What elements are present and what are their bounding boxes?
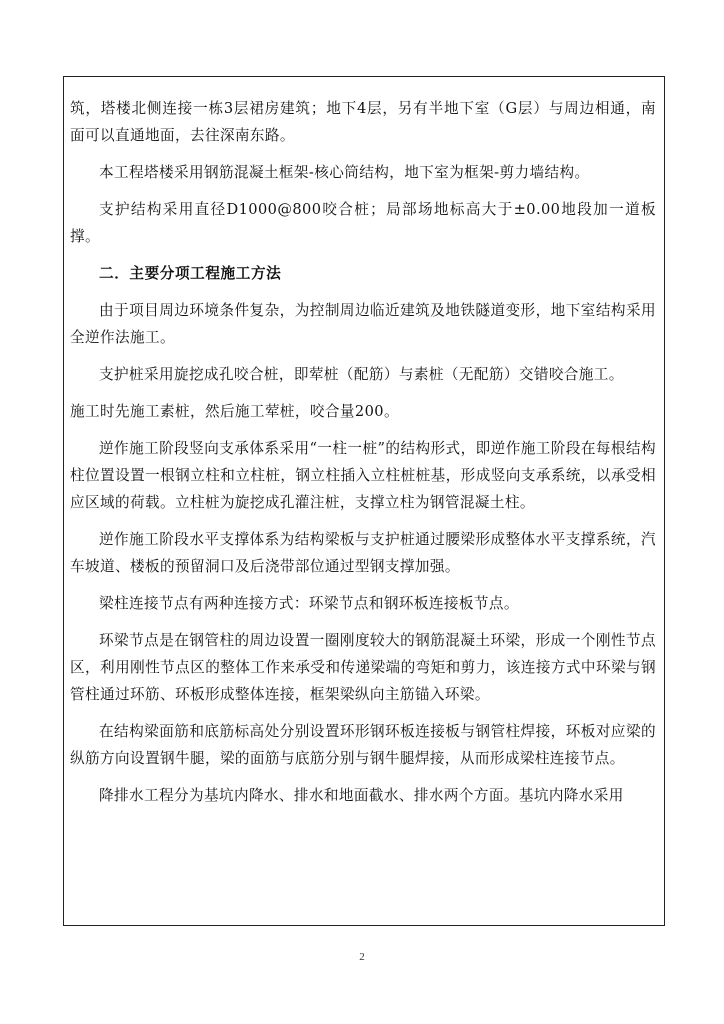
paragraph-top-down-method: 由于项目周边环境条件复杂，为控制周边临近建筑及地铁隧道变形，地下室结构采用全逆作法施工。: [70, 302, 656, 346]
page-number: 2: [359, 951, 365, 963]
paragraph-pile-sequence: 施工时先施工素桩，然后施工荤桩，咬合量200。: [70, 403, 399, 420]
paragraph-steel-ring-plate-node: 在结构梁面筋和底筋标高处分别设置环形钢环板连接板与钢管柱焊接，环板对应梁的纵筋方向设置钢牛腿，梁的面筋与底筋分别与钢牛腿焊接，从而形成梁柱连接节点。: [70, 723, 656, 767]
paragraph-structure-type: 本工程塔楼采用钢筋混凝土框架-核心筒结构，地下室为框架-剪力墙结构。: [99, 164, 590, 181]
paragraph-support-structure: 支护结构采用直径D1000@800咬合桩；局部场地标高大于±0.00地段加一道板撑。: [70, 201, 656, 245]
paragraph-secant-piles: 支护桩采用旋挖成孔咬合桩，即荤桩（配筋）与素桩（无配筋）交错咬合施工。: [99, 366, 624, 383]
paragraph-building-overview: 筑，塔楼北侧连接一栋3层裙房建筑；地下4层，另有半地下室（G层）与周边相通，南面可以直通地面，去往深南东路。: [70, 100, 656, 144]
document-body: [70, 95, 656, 819]
paragraph-dewatering: 降排水工程分为基坑内降水、排水和地面截水、排水两个方面。基坑内降水采用: [99, 787, 624, 804]
section-heading-construction-methods: 二．主要分项工程施工方法: [99, 265, 282, 282]
paragraph-vertical-support: 逆作施工阶段竖向支承体系采用“一柱一桩”的结构形式，即逆作施工阶段在每根结构柱位置设置一根钢立柱和立柱桩，钢立柱插入立柱桩桩基，形成竖向支承系统，以承受相应区域的荷载。立柱桩为旋挖成孔灌注桩，支撑立柱为钢管混凝土柱。: [70, 440, 656, 511]
paragraph-connection-types: 梁柱连接节点有两种连接方式：环梁节点和钢环板连接板节点。: [99, 595, 519, 612]
content-frame: [63, 76, 665, 926]
paragraph-horizontal-support: 逆作施工阶段水平支撑体系为结构梁板与支护桩通过腰梁形成整体水平支撑系统，汽车坡道、楼板的预留洞口及后浇带部位通过型钢支撑加强。: [70, 531, 656, 575]
paragraph-ring-beam-node: 环梁节点是在钢管柱的周边设置一圈刚度较大的钢筋混凝土环梁，形成一个刚性节点区，利用刚性节点区的整体工作来承受和传递梁端的弯矩和剪力，该连接方式中环梁与钢管柱通过环筋、环板形成整体连接，框架梁纵向主筋锚入环梁。: [70, 632, 656, 703]
